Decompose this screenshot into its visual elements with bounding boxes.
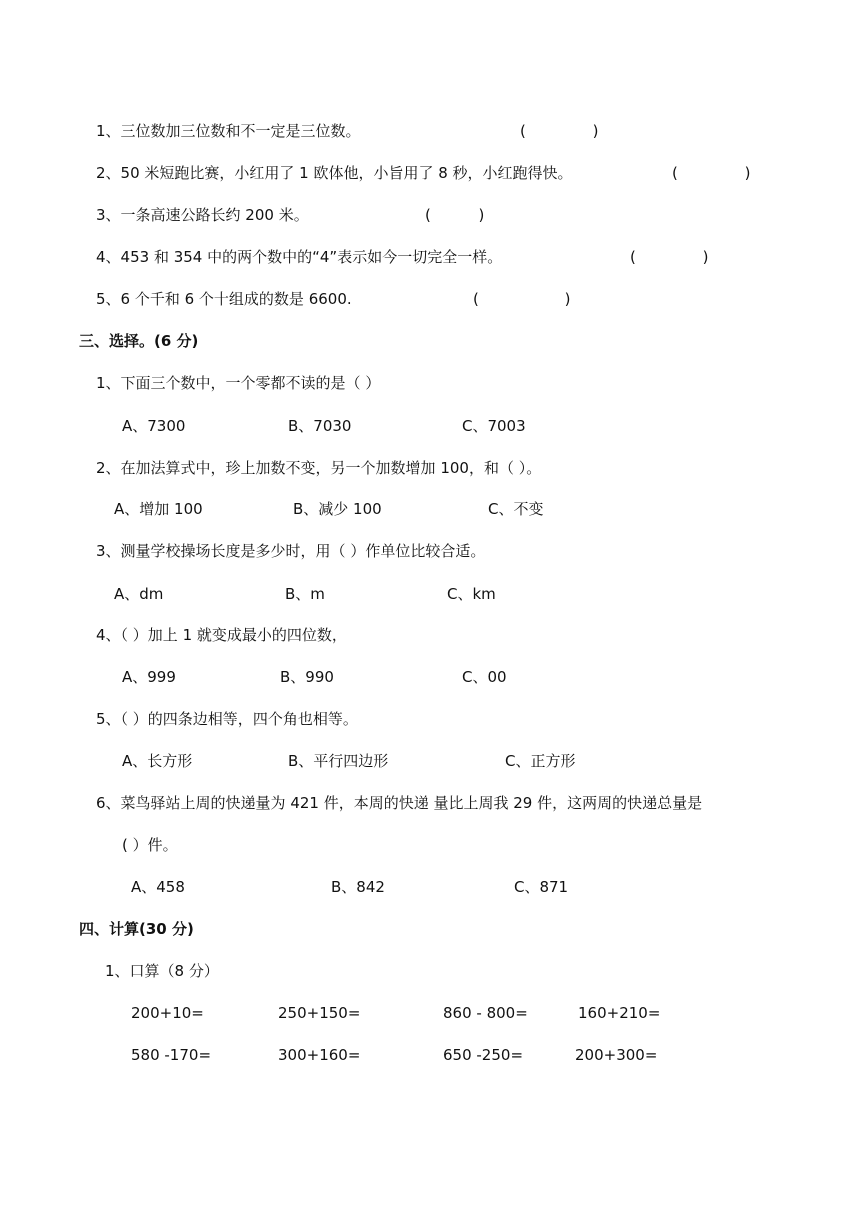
- section-4-title: 四、计算(30 分): [79, 920, 194, 938]
- choice-q4-option-a[interactable]: A、999: [122, 668, 176, 686]
- calc-item[interactable]: 300+160=: [278, 1046, 361, 1064]
- choice-q6-option-c[interactable]: C、871: [514, 878, 569, 896]
- answer-paren-5[interactable]: ( ): [473, 290, 571, 308]
- calc-item[interactable]: 200+10=: [131, 1004, 204, 1022]
- calc-item[interactable]: 200+300=: [575, 1046, 658, 1064]
- oral-calc-heading: 1、口算（8 分）: [105, 962, 219, 980]
- choice-q2-option-c[interactable]: C、不变: [488, 500, 544, 518]
- choice-q6: 6、菜鸟驿站上周的快递量为 421 件，本周的快递 量比上周我 29 件，这两周的快递总量是: [96, 794, 703, 812]
- choice-q4: 4、（ ）加上 1 就变成最小的四位数，: [96, 626, 347, 644]
- calc-item[interactable]: 860 - 800=: [443, 1004, 528, 1022]
- judge-item-5: 5、6 个千和 6 个十组成的数是 6600.: [96, 290, 352, 308]
- calc-item[interactable]: 160+210=: [578, 1004, 661, 1022]
- judge-item-1: 1、三位数加三位数和不一定是三位数。: [96, 122, 361, 140]
- choice-q1-option-b[interactable]: B、7030: [288, 417, 352, 435]
- choice-q3-option-c[interactable]: C、km: [447, 585, 496, 603]
- answer-paren-1[interactable]: ( ): [520, 122, 599, 140]
- choice-q1-option-a[interactable]: A、7300: [122, 417, 186, 435]
- choice-q3-option-a[interactable]: A、dm: [114, 585, 164, 603]
- choice-q5: 5、（ ）的四条边相等，四个角也相等。: [96, 710, 358, 728]
- judge-item-3: 3、一条高速公路长约 200 米。: [96, 206, 309, 224]
- answer-paren-3[interactable]: ( ): [425, 206, 485, 224]
- choice-q2-option-a[interactable]: A、增加 100: [114, 500, 203, 518]
- choice-q6-blank[interactable]: ( ）件。: [122, 836, 178, 854]
- choice-q5-option-b[interactable]: B、平行四边形: [288, 752, 389, 770]
- choice-q3: 3、测量学校操场长度是多少时，用（ ）作单位比较合适。: [96, 542, 486, 560]
- section-3-title: 三、选择。(6 分): [79, 332, 199, 350]
- judge-item-4: 4、453 和 354 中的两个数中的“4”表示如今一切完全一样。: [96, 248, 503, 266]
- choice-q6-option-b[interactable]: B、842: [331, 878, 385, 896]
- choice-q4-option-b[interactable]: B、990: [280, 668, 334, 686]
- calc-item[interactable]: 580 -170=: [131, 1046, 212, 1064]
- choice-q6-option-a[interactable]: A、458: [131, 878, 185, 896]
- choice-q1: 1、下面三个数中，一个零都不读的是（ ）: [96, 374, 381, 392]
- choice-q2-option-b[interactable]: B、减少 100: [293, 500, 382, 518]
- choice-q4-option-c[interactable]: C、00: [462, 668, 507, 686]
- choice-q5-option-c[interactable]: C、正方形: [505, 752, 576, 770]
- answer-paren-2[interactable]: ( ): [672, 164, 751, 182]
- calc-item[interactable]: 250+150=: [278, 1004, 361, 1022]
- choice-q1-option-c[interactable]: C、7003: [462, 417, 526, 435]
- answer-paren-4[interactable]: ( ): [630, 248, 709, 266]
- choice-q5-option-a[interactable]: A、长方形: [122, 752, 193, 770]
- calc-item[interactable]: 650 -250=: [443, 1046, 524, 1064]
- choice-q2: 2、在加法算式中，珍上加数不变，另一个加数增加 100，和（ ）。: [96, 459, 542, 477]
- choice-q3-option-b[interactable]: B、m: [285, 585, 325, 603]
- judge-item-2: 2、50 米短跑比赛，小红用了 1 欧体他，小旨用了 8 秒，小红跑得快。: [96, 164, 573, 182]
